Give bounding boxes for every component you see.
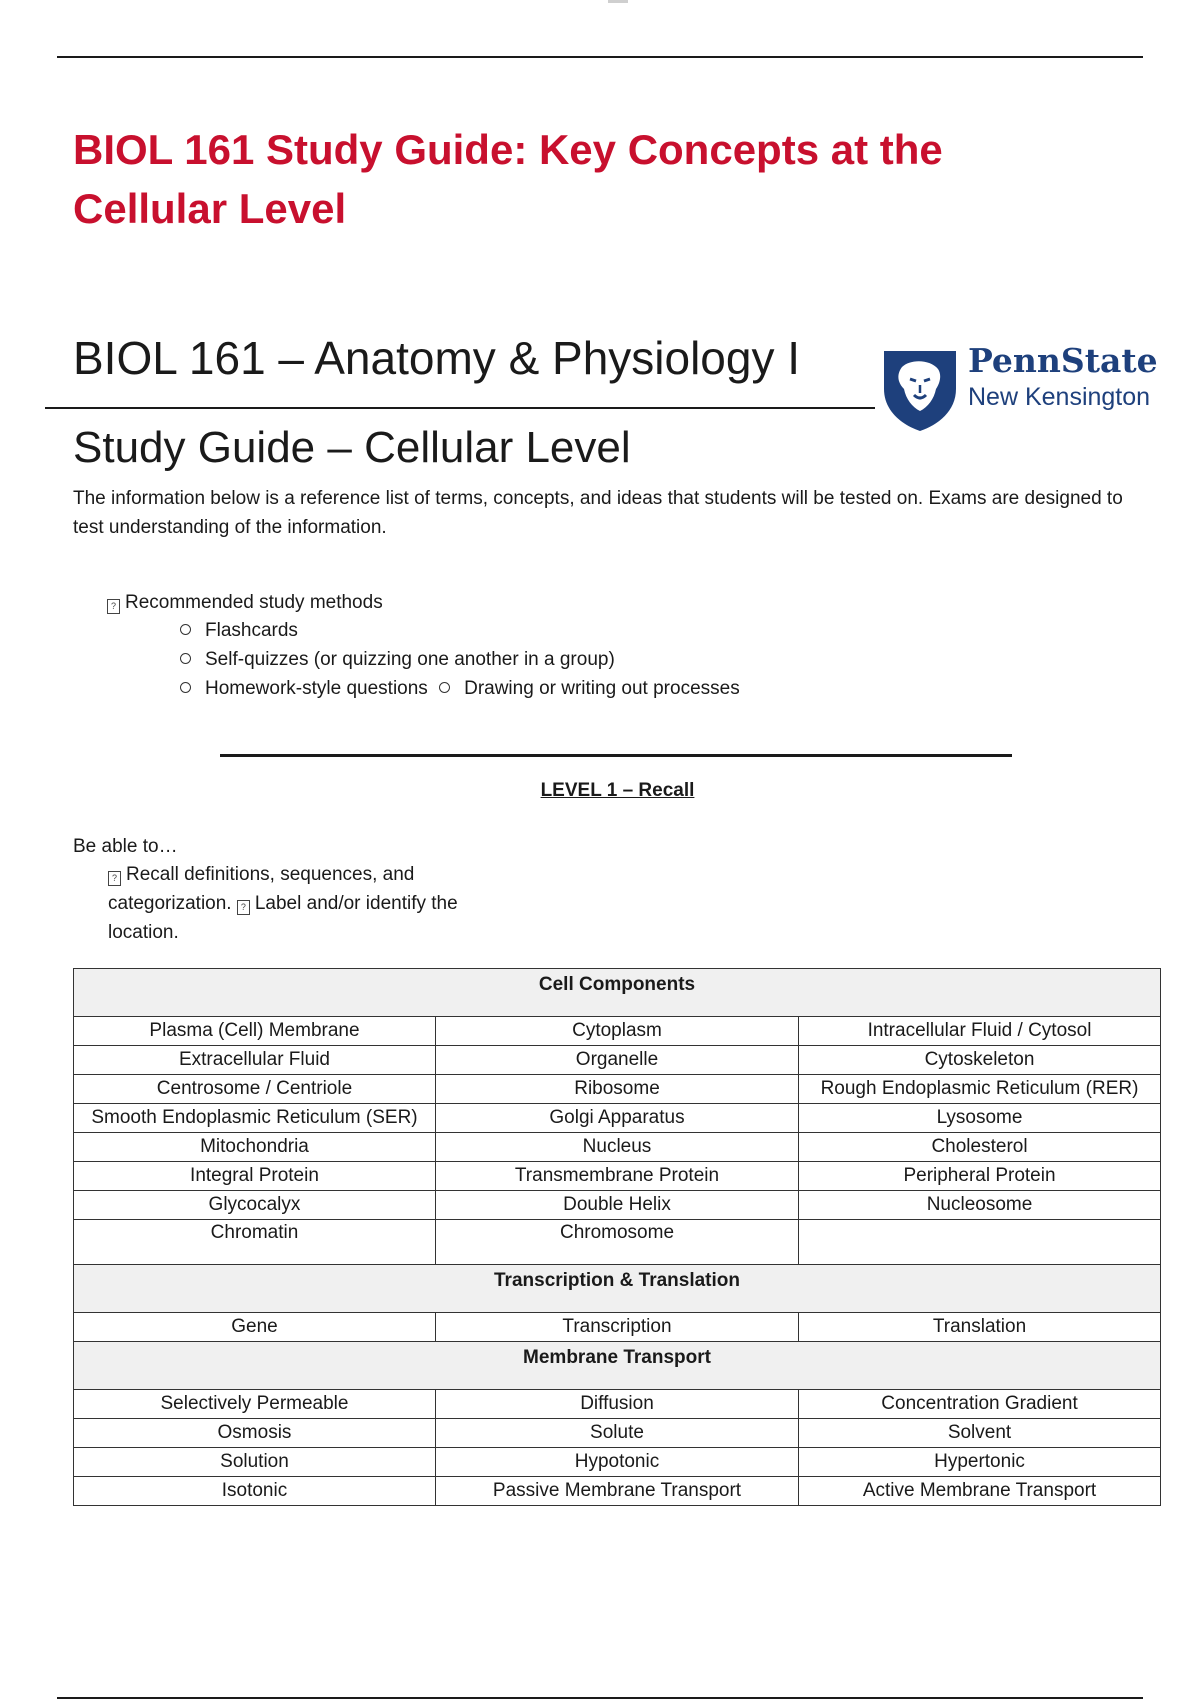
top-rule: [57, 56, 1143, 58]
table-row: [74, 1477, 1161, 1506]
circle-bullet-icon: [180, 682, 191, 693]
be-able-to-label: Be able to…: [73, 836, 178, 857]
table-section-header-row: [74, 969, 1161, 1017]
bottom-rule: [57, 1697, 1143, 1699]
circle-bullet-icon: [180, 653, 191, 664]
circle-bullet-icon: [180, 624, 191, 635]
table-cell: Plasma (Cell) Membrane: [74, 1017, 436, 1046]
table-cell: Selectively Permeable: [74, 1390, 436, 1419]
title-rule: [45, 407, 875, 409]
table-cell: Nucleosome: [799, 1191, 1161, 1220]
placeholder-glyph-icon: ?: [108, 871, 121, 886]
table-section-title: Cell Components: [74, 969, 1161, 1017]
table-cell: Cholesterol: [799, 1133, 1161, 1162]
recall-item: Recall definitions, sequences, and categorization.: [108, 864, 415, 914]
table-row: [74, 1133, 1161, 1162]
placeholder-glyph-icon: ?: [237, 900, 250, 915]
level-heading: LEVEL 1 – Recall: [540, 780, 695, 801]
table-cell: Nucleus: [435, 1133, 798, 1162]
table-cell: Diffusion: [435, 1390, 798, 1419]
table-section-title: Membrane Transport: [74, 1342, 1161, 1390]
table-cell: Smooth Endoplasmic Reticulum (SER): [74, 1104, 436, 1133]
study-methods-heading: [107, 589, 383, 617]
terms-table: [73, 968, 1161, 1506]
table-cell: Solute: [435, 1419, 798, 1448]
list-item: [180, 617, 298, 645]
table-cell: Hypertonic: [799, 1448, 1161, 1477]
guide-title: Study Guide – Cellular Level: [73, 423, 631, 472]
table-cell: Osmosis: [74, 1419, 436, 1448]
table-section-title: Transcription & Translation: [74, 1265, 1161, 1313]
main-title: BIOL 161 Study Guide: Key Concepts at the Cellular Level: [73, 126, 943, 232]
nittany-lion-shield-icon: [880, 345, 960, 433]
logo-campus: New Kensington: [968, 383, 1151, 411]
list-item: [180, 675, 740, 703]
table-section-header-row: [74, 1342, 1161, 1390]
table-cell: Translation: [799, 1313, 1161, 1342]
course-title: BIOL 161 – Anatomy & Physiology I: [73, 332, 801, 384]
study-methods-heading-text: Recommended study methods: [125, 592, 383, 613]
list-item: [180, 646, 615, 674]
table-row: [74, 1104, 1161, 1133]
table-cell: Hypotonic: [435, 1448, 798, 1477]
table-cell: Mitochondria: [74, 1133, 436, 1162]
table-cell: Isotonic: [74, 1477, 436, 1506]
table-cell: Double Helix: [435, 1191, 798, 1220]
list-item-text: Homework-style questions: [205, 678, 428, 699]
table-cell: Chromosome: [435, 1220, 798, 1265]
table-cell: Intracellular Fluid / Cytosol: [799, 1017, 1161, 1046]
top-edge-mark: [608, 0, 628, 3]
table-cell: Centrosome / Centriole: [74, 1075, 436, 1104]
table-cell: Passive Membrane Transport: [435, 1477, 798, 1506]
table-cell: Transcription: [435, 1313, 798, 1342]
table-cell: Integral Protein: [74, 1162, 436, 1191]
table-cell: Glycocalyx: [74, 1191, 436, 1220]
table-row: [74, 1046, 1161, 1075]
section-rule: [220, 754, 1012, 757]
table-row: [74, 1390, 1161, 1419]
table-cell: Solution: [74, 1448, 436, 1477]
table-row: [74, 1191, 1161, 1220]
table-cell: Lysosome: [799, 1104, 1161, 1133]
recall-list: [108, 860, 528, 947]
table-row: [74, 1220, 1161, 1265]
table-section-header-row: [74, 1265, 1161, 1313]
table-cell: Golgi Apparatus: [435, 1104, 798, 1133]
table-row: [74, 1017, 1161, 1046]
list-item-text: Drawing or writing out processes: [464, 678, 740, 699]
list-item-text: Self-quizzes (or quizzing one another in a group): [205, 649, 615, 670]
table-cell: Cytoplasm: [435, 1017, 798, 1046]
table-cell: Rough Endoplasmic Reticulum (RER): [799, 1075, 1161, 1104]
table-cell: Peripheral Protein: [799, 1162, 1161, 1191]
table-row: [74, 1448, 1161, 1477]
table-row: [74, 1419, 1161, 1448]
table-cell: Ribosome: [435, 1075, 798, 1104]
placeholder-glyph-icon: ?: [107, 599, 120, 614]
table-cell: Chromatin: [74, 1220, 436, 1265]
intro-paragraph: The information below is a reference list of terms, concepts, and ideas that students will be tested on. Exams are designed to test understanding of the information.: [73, 488, 1123, 538]
list-item-text: Flashcards: [205, 620, 298, 641]
table-cell: Extracellular Fluid: [74, 1046, 436, 1075]
table-cell: Organelle: [435, 1046, 798, 1075]
table-cell: Active Membrane Transport: [799, 1477, 1161, 1506]
table-row: [74, 1313, 1161, 1342]
table-cell: Concentration Gradient: [799, 1390, 1161, 1419]
table-cell: Solvent: [799, 1419, 1161, 1448]
logo-name: PennState: [968, 341, 1158, 380]
recall-item: Label and/or identify the location.: [108, 893, 458, 943]
circle-bullet-icon: [439, 682, 450, 693]
table-cell: [799, 1220, 1161, 1265]
table-cell: Gene: [74, 1313, 436, 1342]
table-row: [74, 1075, 1161, 1104]
table-cell: Cytoskeleton: [799, 1046, 1161, 1075]
table-cell: Transmembrane Protein: [435, 1162, 798, 1191]
table-row: [74, 1162, 1161, 1191]
pennstate-logo: [880, 333, 1200, 437]
